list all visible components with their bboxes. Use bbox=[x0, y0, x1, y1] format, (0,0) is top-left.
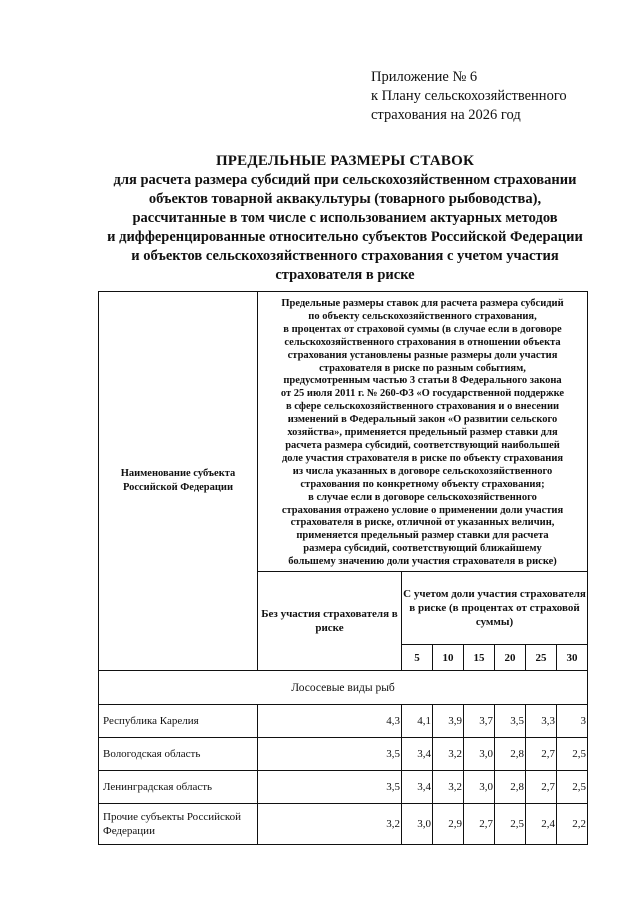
rate-value: 3,4 bbox=[402, 738, 433, 771]
annex-number: Приложение № 6 bbox=[371, 69, 478, 85]
rate-value: 3,0 bbox=[402, 804, 433, 845]
rate-value: 2,7 bbox=[526, 738, 557, 771]
rates-table bbox=[98, 291, 588, 845]
with-participation-header: С учетом доли участия страхователя в риске (в процентах от страховой суммы) bbox=[402, 572, 588, 645]
rates-column-header bbox=[258, 292, 588, 572]
percent-column-10: 10 bbox=[433, 645, 464, 671]
annex-block bbox=[371, 68, 567, 125]
rates-header-line: Предельные размеры ставок для расчета размера субсидий bbox=[281, 298, 564, 309]
rate-value: 3,4 bbox=[402, 771, 433, 804]
rates-header-line: расчета размера субсидий, соответствующий наибольшей bbox=[285, 439, 560, 451]
table-row bbox=[99, 771, 588, 804]
rates-header-line: применяется предельный размер ставки для расчета bbox=[296, 530, 549, 542]
rate-value: 3,5 bbox=[258, 771, 402, 804]
region-column-header: Наименование субъекта Российской Федерации bbox=[99, 292, 258, 671]
rate-value: 2,8 bbox=[495, 738, 526, 771]
annex-reference: к Плану сельскохозяйственного bbox=[371, 88, 567, 104]
rates-header-line: от 25 июля 2011 г. № 260-ФЗ «О государственной поддержке bbox=[280, 388, 565, 400]
section-title-salmon: Лососевые виды рыб bbox=[99, 671, 588, 705]
rate-value: 3,5 bbox=[495, 705, 526, 738]
rate-value: 3,2 bbox=[433, 771, 464, 804]
rates-header-line: страхования по конкретному объекту страхования; bbox=[300, 478, 545, 490]
rates-header-line: страхования установлены разные размеры доли участия bbox=[287, 349, 558, 361]
rate-value: 3,2 bbox=[433, 738, 464, 771]
rates-header-line: хозяйства», применяется предельный размер ставки для bbox=[287, 427, 558, 439]
region-name: Республика Карелия bbox=[99, 705, 258, 738]
rate-value: 2,5 bbox=[557, 771, 588, 804]
rates-header-line: в случае если в договоре сельскохозяйственного bbox=[308, 491, 537, 503]
title-subline: и дифференцированные относительно субъектов Российской Федерации bbox=[107, 229, 583, 245]
rate-value: 3 bbox=[557, 705, 588, 738]
rates-header-line: по объекту сельскохозяйственного страхования, bbox=[308, 310, 537, 322]
percent-column-5: 5 bbox=[402, 645, 433, 671]
rates-header-line: размера субсидий, соответствующий ближайшему bbox=[303, 543, 542, 555]
region-name: Прочие субъекты Российской Федерации bbox=[99, 804, 258, 845]
rate-value: 3,0 bbox=[464, 738, 495, 771]
title-subline: рассчитанные в том числе с использованием актуарных методов bbox=[132, 210, 558, 226]
title-subline: страхователя в риске bbox=[275, 267, 415, 283]
rates-header-line: страхования отражено условие о применении доли участия bbox=[281, 504, 564, 516]
title-subline: для расчета размера субсидий при сельскохозяйственном страховании bbox=[113, 172, 577, 188]
rate-value: 3,5 bbox=[258, 738, 402, 771]
rate-value: 3,7 bbox=[464, 705, 495, 738]
table-row bbox=[99, 738, 588, 771]
rate-value: 3,2 bbox=[258, 804, 402, 845]
rates-header-line: из числа указанных в договоре сельскохозяйственного bbox=[292, 465, 553, 477]
rate-value: 2,5 bbox=[557, 738, 588, 771]
rates-header-line: в сфере сельскохозяйственного страхования и о внесении bbox=[285, 401, 560, 413]
rates-header-line: страхователя в риске, отличной от указанных величин, bbox=[290, 517, 555, 529]
rate-value: 2,7 bbox=[526, 771, 557, 804]
percent-column-30: 30 bbox=[557, 645, 588, 671]
table-row bbox=[99, 705, 588, 738]
rates-header-line: сельскохозяйственного страхования в отношении объекта bbox=[284, 336, 561, 348]
title-subline: и объектов сельскохозяйственного страхования с учетом участия bbox=[131, 248, 559, 264]
document-title bbox=[80, 152, 610, 285]
region-name: Вологодская область bbox=[99, 738, 258, 771]
title-subline: объектов товарной аквакультуры (товарного рыбоводства), bbox=[148, 191, 542, 207]
rate-value: 2,8 bbox=[495, 771, 526, 804]
rates-header-line: в процентах от страховой суммы (в случае если в договоре bbox=[283, 323, 562, 335]
rate-value: 2,2 bbox=[557, 804, 588, 845]
rate-value: 4,1 bbox=[402, 705, 433, 738]
percent-column-15: 15 bbox=[464, 645, 495, 671]
region-name: Ленинградская область bbox=[99, 771, 258, 804]
title-main: ПРЕДЕЛЬНЫЕ РАЗМЕРЫ СТАВОК bbox=[215, 153, 475, 169]
rate-value: 4,3 bbox=[258, 705, 402, 738]
rates-header-line: изменений в Федеральный закон «О развитии сельского bbox=[287, 414, 558, 426]
rate-value: 2,9 bbox=[433, 804, 464, 845]
table-row bbox=[99, 804, 588, 845]
rates-header-line: большему значению доли участия страхователя в риске) bbox=[288, 556, 557, 568]
percent-column-20: 20 bbox=[495, 645, 526, 671]
rate-value: 3,9 bbox=[433, 705, 464, 738]
rates-header-line: страхователя в риске по разным событиям, bbox=[319, 362, 526, 374]
rate-value: 2,5 bbox=[495, 804, 526, 845]
rate-value: 2,7 bbox=[464, 804, 495, 845]
percent-column-25: 25 bbox=[526, 645, 557, 671]
annex-year: страхования на 2026 год bbox=[371, 107, 521, 123]
rate-value: 3,3 bbox=[526, 705, 557, 738]
rate-value: 2,4 bbox=[526, 804, 557, 845]
rates-header-line: доле участия страхователя в риске по объекту страхования bbox=[281, 452, 564, 464]
rates-header-line: предусмотренным частью 3 статьи 8 Федерального закона bbox=[283, 375, 562, 387]
without-participation-header: Без участия страхователя в риске bbox=[258, 572, 402, 671]
rate-value: 3,0 bbox=[464, 771, 495, 804]
